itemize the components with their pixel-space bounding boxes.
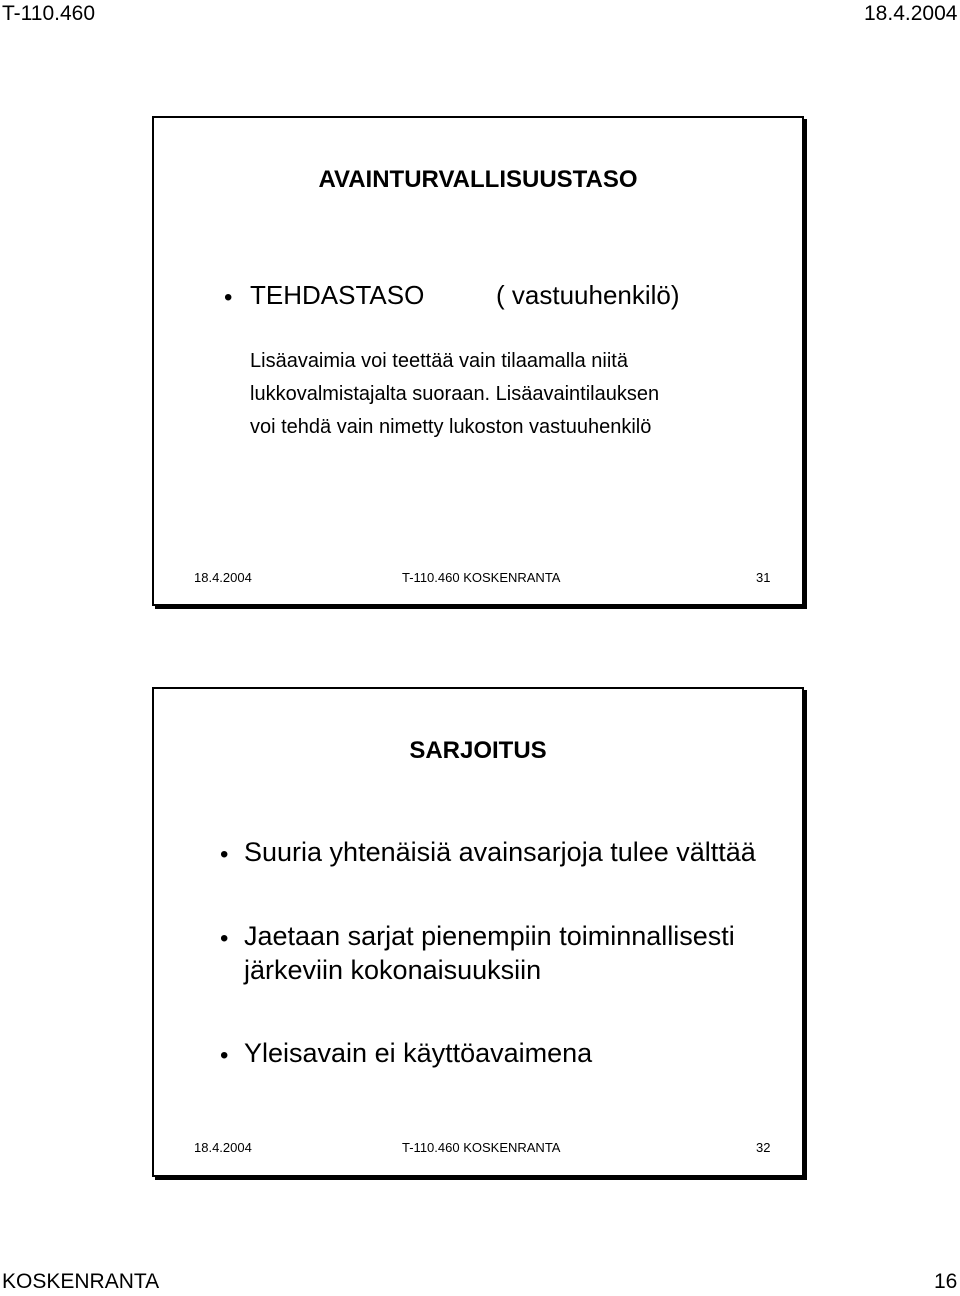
page-header-course: T-110.460: [2, 2, 96, 25]
slide-footer-center: T-110.460 KOSKENRANTA: [402, 1140, 561, 1155]
body-line-3: voi tehdä vain nimetty lukoston vastuuhenkilö: [250, 416, 652, 438]
slide-title: AVAINTURVALLISUUSTASO: [318, 166, 638, 193]
bullet-text-continuation: järkeviin kokonaisuuksiin: [244, 955, 542, 985]
slide-footer-center: T-110.460 KOSKENRANTA: [402, 570, 561, 585]
slide-32: [152, 687, 804, 1177]
body-line-2: lukkovalmistajalta suoraan. Lisäavaintilauksen: [250, 383, 660, 405]
slide-footer-page: 32: [756, 1140, 771, 1155]
slide-title: SARJOITUS: [409, 737, 547, 764]
bullet-note: ( vastuuhenkilö): [496, 280, 680, 310]
bullet-text: Jaetaan sarjat pienempiin toiminnallisesti: [244, 921, 735, 951]
bullet-icon: •: [220, 925, 229, 952]
bullet-text: Yleisavain ei käyttöavaimena: [244, 1038, 593, 1068]
body-line-1: Lisäavaimia voi teettää vain tilaamalla niitä: [250, 350, 628, 372]
slide-footer-page: 31: [756, 570, 771, 585]
slide-31: [152, 116, 804, 606]
bullet-icon: •: [220, 841, 229, 868]
page-footer-number: 16: [934, 1270, 958, 1293]
bullet-text: Suuria yhtenäisiä avainsarjoja tulee välttää: [244, 837, 756, 867]
slide-footer-date: 18.4.2004: [194, 570, 252, 585]
slide-footer-date: 18.4.2004: [194, 1140, 252, 1155]
bullet-text-tehdastaso: TEHDASTASO: [250, 280, 425, 310]
bullet-icon: •: [220, 1042, 229, 1069]
page-footer-author: KOSKENRANTA: [2, 1270, 160, 1293]
bullet-icon: •: [224, 284, 233, 311]
page-header-date: 18.4.2004: [864, 2, 958, 25]
